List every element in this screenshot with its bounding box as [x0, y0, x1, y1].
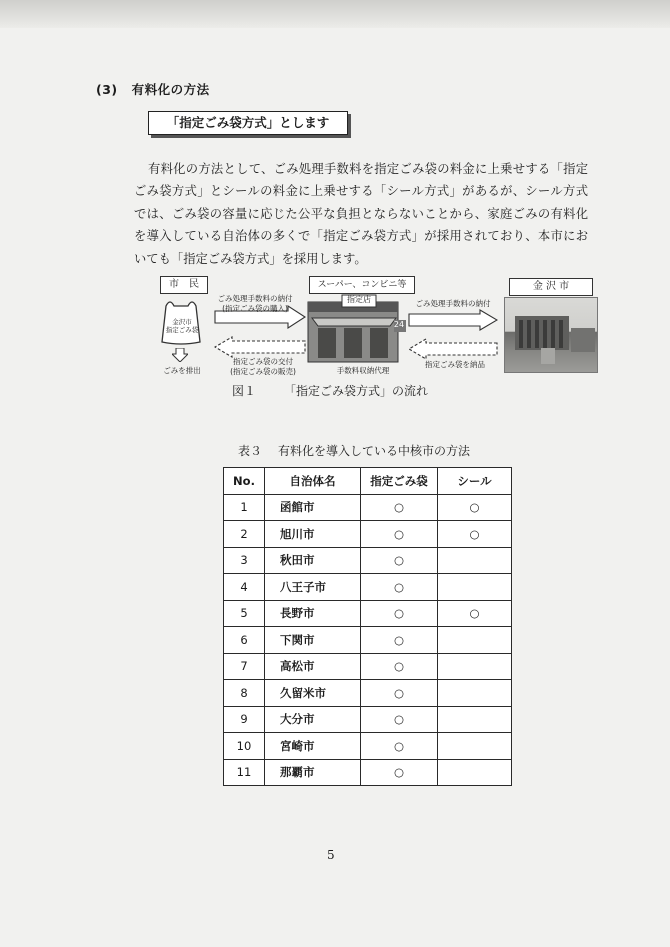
cell-bag: ○ [361, 574, 438, 601]
cell-bag: ○ [361, 653, 438, 680]
dispose-text: ごみを排出 [163, 366, 201, 375]
cell-name: 高松市 [265, 653, 361, 680]
left-arrow-icon [408, 338, 498, 360]
cell-seal [438, 706, 512, 733]
municipality-table [223, 467, 512, 786]
cell-seal [438, 759, 512, 786]
cell-bag: ○ [361, 547, 438, 574]
cell-name: 那覇市 [265, 759, 361, 786]
cell-bag: ○ [361, 680, 438, 707]
cell-seal [438, 733, 512, 760]
header-seal: シール [438, 468, 512, 495]
cell-name: 旭川市 [265, 521, 361, 548]
cell-seal: ○ [438, 494, 512, 521]
cell-name: 八王子市 [265, 574, 361, 601]
cell-no: 6 [224, 627, 265, 654]
arrow-left-top-text: ごみ処理手数料の納付 (指定ごみ袋の購入) [217, 294, 293, 313]
table-row [224, 627, 512, 654]
cell-name: 下関市 [265, 627, 361, 654]
cell-name: 秋田市 [265, 547, 361, 574]
table-row [224, 733, 512, 760]
table-caption-label: 表３ [238, 444, 263, 458]
cell-bag: ○ [361, 759, 438, 786]
table-row [224, 574, 512, 601]
cell-no: 1 [224, 494, 265, 521]
cell-no: 3 [224, 547, 265, 574]
arrow-right-top-text: ごみ処理手数料の納付 [415, 299, 491, 308]
figure-caption-text: 「指定ごみ袋方式」の流れ [284, 384, 429, 398]
city-label: 金 沢 市 [509, 278, 593, 296]
scan-edge [0, 0, 670, 28]
header-no: No. [224, 468, 265, 495]
cell-no: 4 [224, 574, 265, 601]
cell-no: 2 [224, 521, 265, 548]
cell-seal [438, 547, 512, 574]
store-icon [306, 294, 408, 372]
cell-bag: ○ [361, 521, 438, 548]
figure-caption-label: 図１ [232, 384, 257, 398]
table-row [224, 680, 512, 707]
boxed-title: 「指定ごみ袋方式」とします [148, 111, 348, 135]
arrow-right-bottom-text: 指定ごみ袋を納品 [425, 360, 485, 369]
header-bag: 指定ごみ袋 [361, 468, 438, 495]
table-row [224, 521, 512, 548]
right-arrow-icon [408, 309, 498, 331]
cell-no: 8 [224, 680, 265, 707]
table-row [224, 706, 512, 733]
cell-no: 5 [224, 600, 265, 627]
cell-no: 10 [224, 733, 265, 760]
store-sign-text: 指定店 [347, 295, 371, 304]
figure-caption [232, 382, 532, 399]
table-row [224, 494, 512, 521]
bag-text: 金沢市 指定ごみ袋 [165, 318, 199, 334]
table-row [224, 600, 512, 627]
cell-name: 久留米市 [265, 680, 361, 707]
table-row [224, 759, 512, 786]
cell-no: 7 [224, 653, 265, 680]
arrow-left-bottom-text: 指定ごみ袋の交付 (指定ごみ袋の販売) [230, 357, 296, 376]
cell-seal [438, 574, 512, 601]
cell-name: 宮崎市 [265, 733, 361, 760]
city-hall-photo [504, 297, 598, 373]
store-caption: 手数料収納代理 [336, 366, 390, 375]
section-heading [96, 80, 210, 98]
store-label: スーパー、コンビニ等 [309, 276, 415, 294]
citizen-label: 市 民 [160, 276, 208, 294]
left-arrow-icon [214, 336, 306, 358]
cell-seal [438, 627, 512, 654]
down-arrow-icon [172, 348, 188, 362]
cell-bag: ○ [361, 706, 438, 733]
section-title: 有料化の方法 [131, 82, 210, 97]
cell-bag: ○ [361, 733, 438, 760]
cell-no: 9 [224, 706, 265, 733]
cell-name: 函館市 [265, 494, 361, 521]
cell-bag: ○ [361, 494, 438, 521]
cell-bag: ○ [361, 600, 438, 627]
cell-name: 長野市 [265, 600, 361, 627]
cell-no: 11 [224, 759, 265, 786]
cell-seal: ○ [438, 600, 512, 627]
cell-name: 大分市 [265, 706, 361, 733]
section-number: (3) [96, 82, 118, 97]
table-caption-text: 有料化を導入している中核市の方法 [278, 444, 471, 458]
cell-seal: ○ [438, 521, 512, 548]
table-body [224, 494, 512, 786]
table-row [224, 547, 512, 574]
body-paragraph: 有料化の方法として、ごみ処理手数料を指定ごみ袋の料金に上乗せする「指定ごみ袋方式」とシールの料金に上乗せする「シール方式」があるが、シール方式では、ごみ袋の容量に応じた公平な負担とならないことから、家庭ごみの有料化を導入している自治体の多くで「指定ごみ袋方式」が採用されており、本市においても「指定ごみ袋方式」を採用します。 [134, 162, 588, 266]
table-caption [238, 442, 498, 459]
table-header-row [224, 468, 512, 495]
page-number: 5 [327, 848, 335, 862]
header-name: 自治体名 [265, 468, 361, 495]
table-row [224, 653, 512, 680]
cell-seal [438, 680, 512, 707]
store-number-text: 24 [393, 320, 405, 329]
cell-seal [438, 653, 512, 680]
cell-bag: ○ [361, 627, 438, 654]
